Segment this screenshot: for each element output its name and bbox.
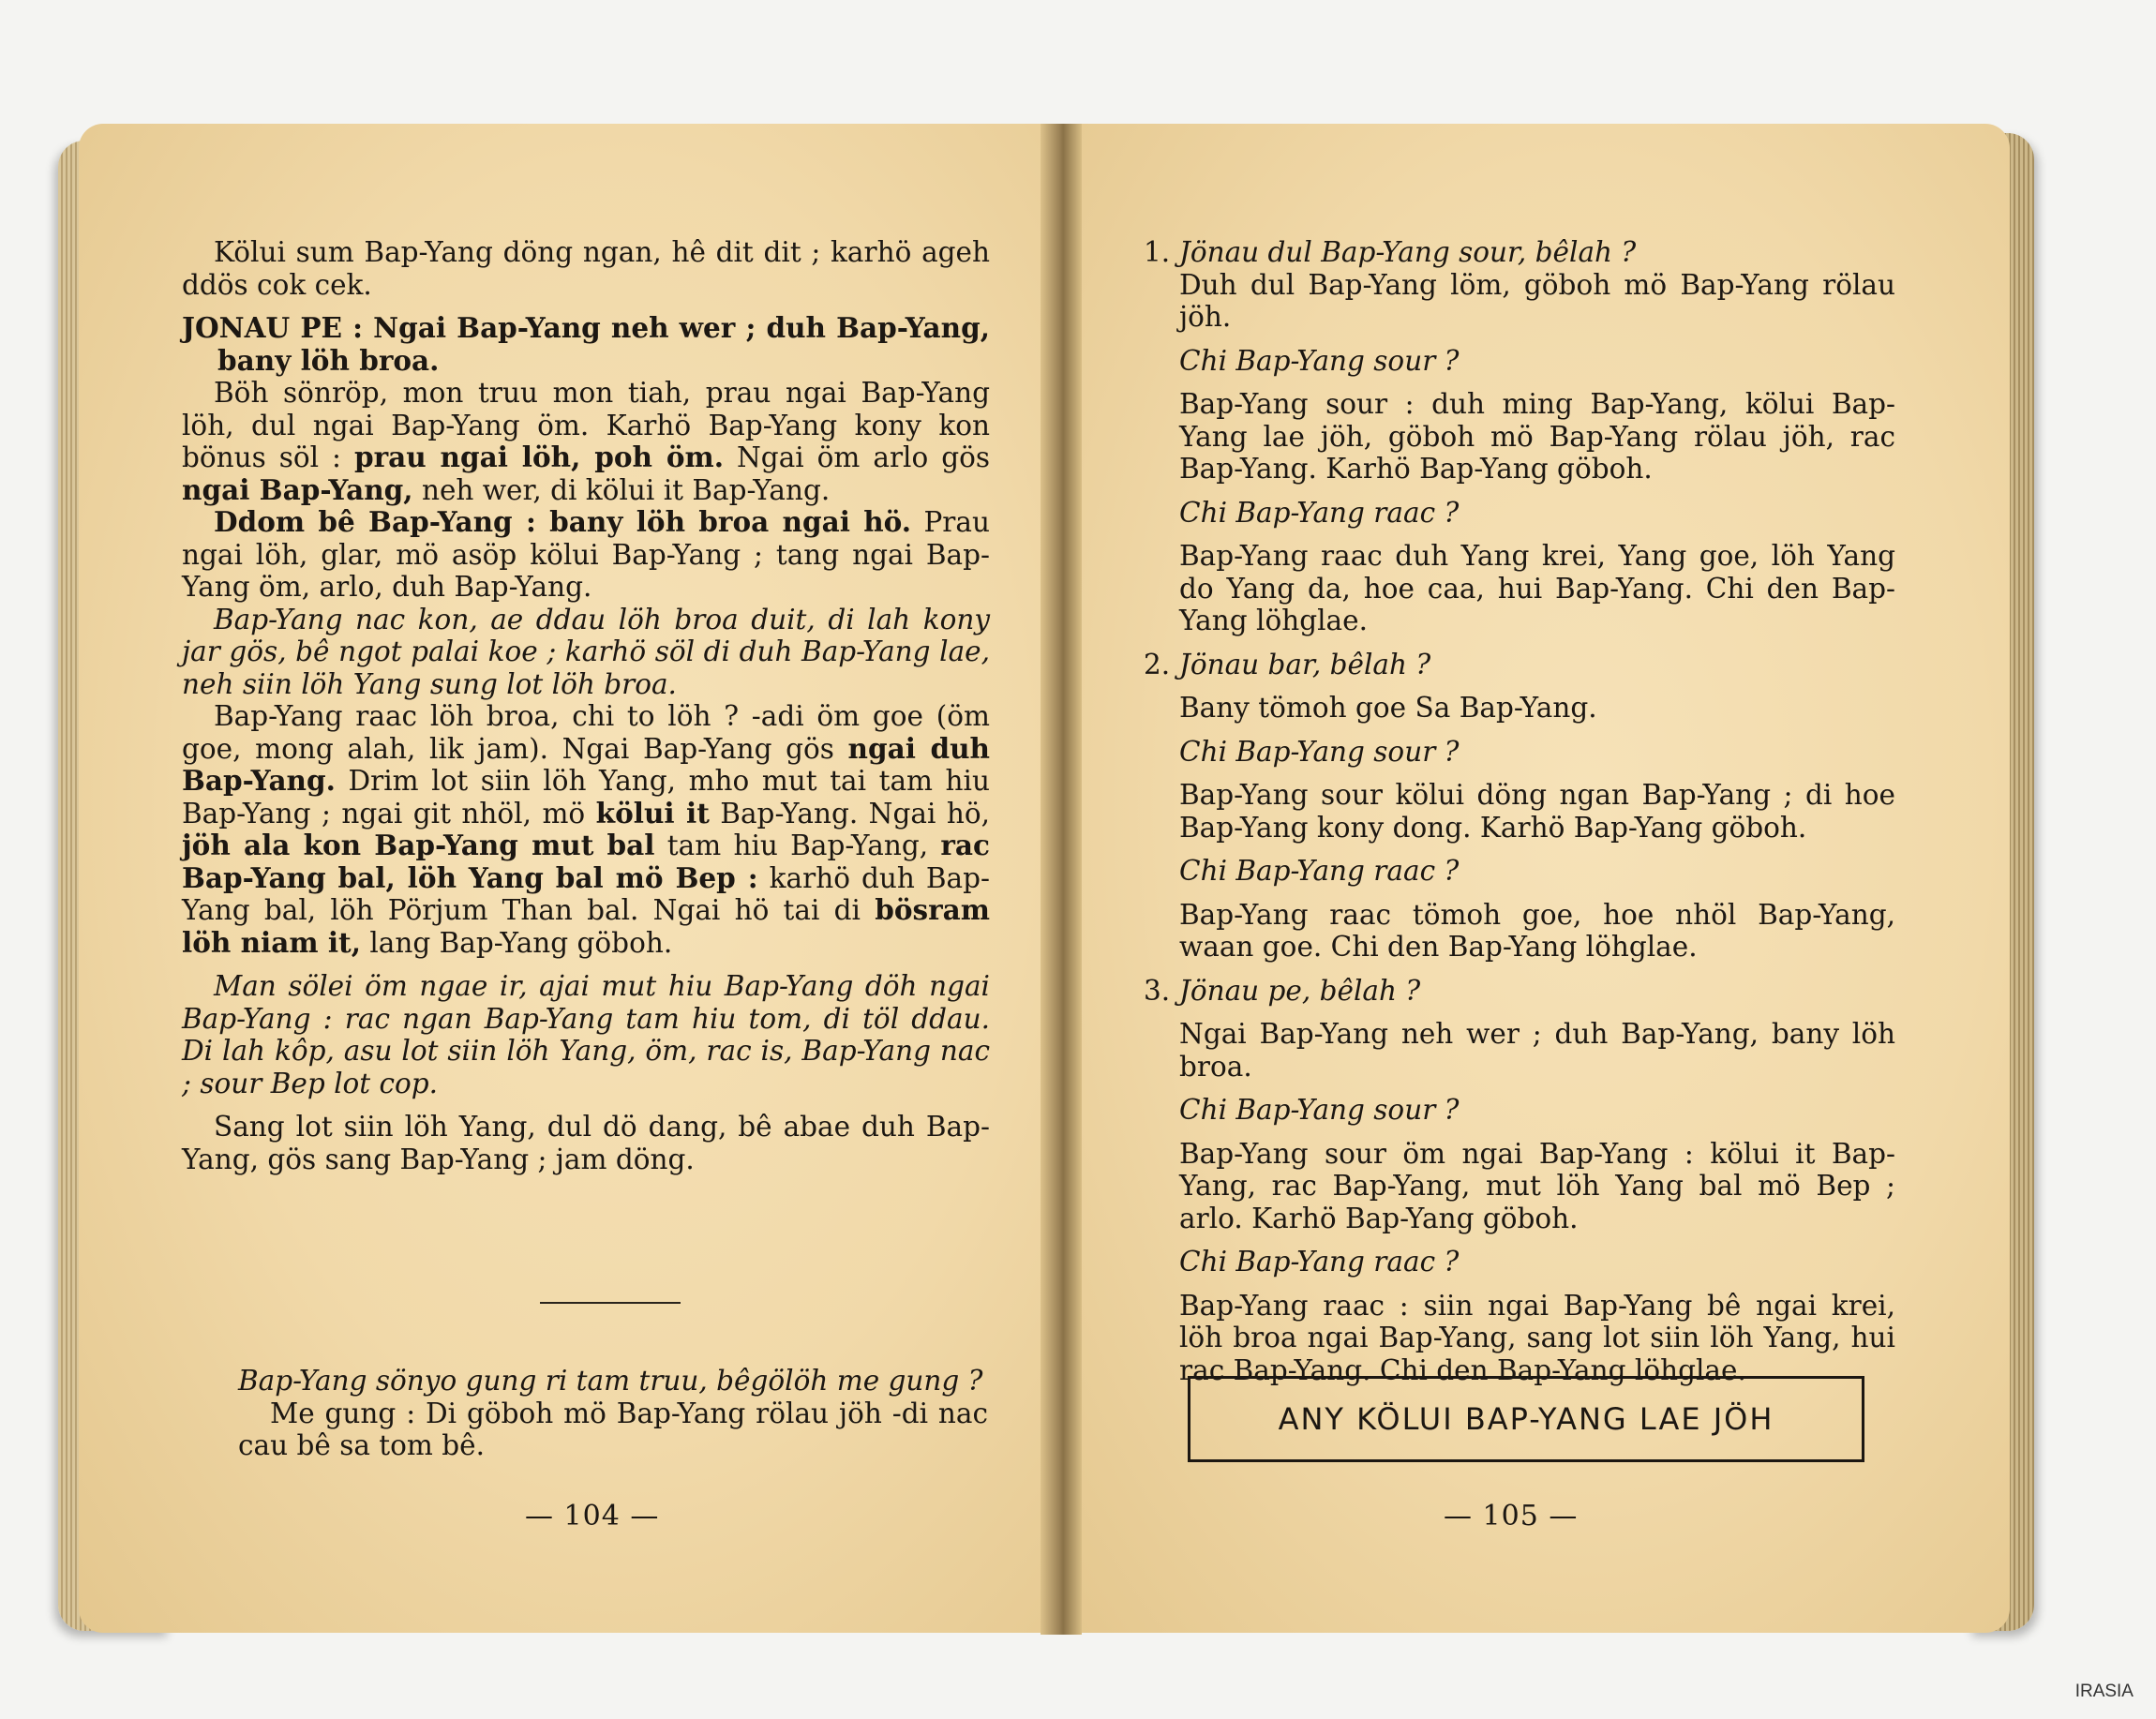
page-number-left: — 104 —	[525, 1500, 660, 1532]
item-answer: Bap-Yang raac : siin ngai Bap-Yang bê ngai krei, löh broa ngai Bap-Yang, sang lot siin löh Yang, hui rac Bap-Yang. Chi den Bap-Yang löhglae.	[1179, 1289, 1895, 1386]
item-subquestion: Chi Bap-Yang raac ?	[1179, 496, 1460, 529]
page-number-right: — 105 —	[1444, 1500, 1579, 1532]
watermark: IRASIA	[2074, 1682, 2134, 1701]
paragraph: Me gung : Di göboh mö Bap-Yang rölau jöh -di nac cau bê sa tom bê.	[238, 1397, 988, 1461]
item-answer: Ngai Bap-Yang neh wer ; duh Bap-Yang, bany löh broa.	[1179, 1018, 1895, 1083]
item-answer: Bap-Yang sour öm ngai Bap-Yang : kölui it Bap-Yang, rac Bap-Yang, mut löh Yang bal mö Bep ; arlo. Karhö Bap-Yang göboh.	[1179, 1137, 1895, 1234]
item-answer: Bap-Yang sour kölui döng ngan Bap-Yang ; di hoe Bap-Yang kony dong. Karhö Bap-Yang göboh.	[1179, 779, 1895, 844]
item-subquestion: Chi Bap-Yang sour ?	[1179, 344, 1460, 377]
item-number: 2.	[1144, 648, 1171, 680]
numbered-item	[1144, 649, 1895, 964]
paragraph-italic: Man sölei öm ngae ir, ajai mut hiu Bap-Yang döh ngai Bap-Yang : rac ngan Bap-Yang tam hiu tom, di töl ddau. Di lah kôp, asu lot siin löh Yang, öm, rac is, Bap-Yang nac ; sour Bep lot cop.	[182, 970, 990, 1099]
paragraph: Bap-Yang raac löh broa, chi to löh ? -adi öm goe (öm goe, mong alah, lik jam). Ngai Bap-Yang gös ngai duh Bap-Yang. Drim lot siin löh Yang, mho mut tai tam hiu Bap-Yang ; ngai git nhöl, mö kölui it Bap-Yang. Ngai hö, jöh ala kon Bap-Yang mut bal tam hiu Bap-Yang, rac Bap-Yang bal, löh Yang bal mö Bep : karhö duh Bap-Yang bal, löh Pörjum Than bal. Ngai hö tai di bösram löh niam it, lang Bap-Yang göboh.	[182, 700, 990, 959]
item-subquestion: Chi Bap-Yang raac ?	[1179, 1246, 1460, 1278]
book-gutter	[1041, 124, 1082, 1635]
paragraph: Böh sönröp, mon truu mon tiah, prau ngai Bap-Yang löh, dul ngai Bap-Yang öm. Karhö Bap-Yang kony kon bönus söl : prau ngai löh, poh öm. Ngai öm arlo gös ngai Bap-Yang, neh wer, di kölui it Bap-Yang.	[182, 377, 991, 506]
item-answer: Bap-Yang raac tömoh goe, hoe nhöl Bap-Yang, waan goe. Chi den Bap-Yang löhglae.	[1179, 898, 1895, 963]
item-subquestion: Chi Bap-Yang sour ?	[1179, 735, 1460, 768]
paragraph: Kölui sum Bap-Yang döng ngan, hê dit dit ; karhö ageh ddös cok cek.	[182, 236, 990, 301]
right-page-text	[1144, 236, 1895, 1386]
left-page-bottom-text	[238, 1365, 988, 1462]
item-answer: Bap-Yang sour : duh ming Bap-Yang, kölui Bap-Yang lae jöh, göboh mö Bap-Yang rölau jöh, rac Bap-Yang. Karhö Bap-Yang göboh.	[1179, 388, 1895, 485]
section-heading: JONAU PE : Ngai Bap-Yang neh wer ; duh Bap-Yang, bany löh broa.	[182, 311, 990, 377]
item-number: 1.	[1144, 236, 1171, 268]
item-subquestion: Chi Bap-Yang raac ?	[1179, 855, 1460, 887]
item-answer: Bany tömoh goe Sa Bap-Yang.	[1179, 692, 1597, 724]
numbered-item	[1144, 236, 1895, 637]
item-question: Jönau pe, bêlah ?	[1179, 974, 1421, 1007]
item-answer: Duh dul Bap-Yang löm, göboh mö Bap-Yang rölau jöh.	[1179, 268, 1895, 333]
paragraph-italic: Bap-Yang nac kon, ae ddau löh broa duit, di lah kony jar gös, bê ngot palai koe ; karhö söl di duh Bap-Yang lae, neh siin löh Yang sung lot löh broa.	[182, 603, 990, 700]
paragraph: Ddom bê Bap-Yang : bany löh broa ngai hö. Prau ngai löh, glar, mö asöp kölui Bap-Yang ; tang ngai Bap-Yang öm, arlo, duh Bap-Yang.	[182, 505, 990, 603]
paragraph: Sang lot siin löh Yang, dul dö dang, bê abae duh Bap-Yang, gös sang Bap-Yang ; jam döng.	[182, 1111, 990, 1175]
question-heading: Bap-Yang sönyo gung ri tam truu, bêgölöh me gung ?	[238, 1365, 983, 1397]
item-number: 3.	[1144, 974, 1171, 1007]
section-divider	[540, 1302, 681, 1304]
item-answer: Bap-Yang raac duh Yang krei, Yang goe, löh Yang do Yang da, hoe caa, hui Bap-Yang. Chi den Bap-Yang löhglae.	[1179, 540, 1895, 636]
left-page-text	[182, 236, 990, 1175]
item-subquestion: Chi Bap-Yang sour ?	[1179, 1094, 1460, 1126]
numbered-item	[1144, 975, 1895, 1387]
item-question: Jönau bar, bêlah ?	[1179, 648, 1431, 680]
item-question: Jönau dul Bap-Yang sour, bêlah ?	[1179, 236, 1637, 268]
boxed-section-heading: ANY KÖLUI BAP-YANG LAE JÖH	[1188, 1376, 1864, 1462]
